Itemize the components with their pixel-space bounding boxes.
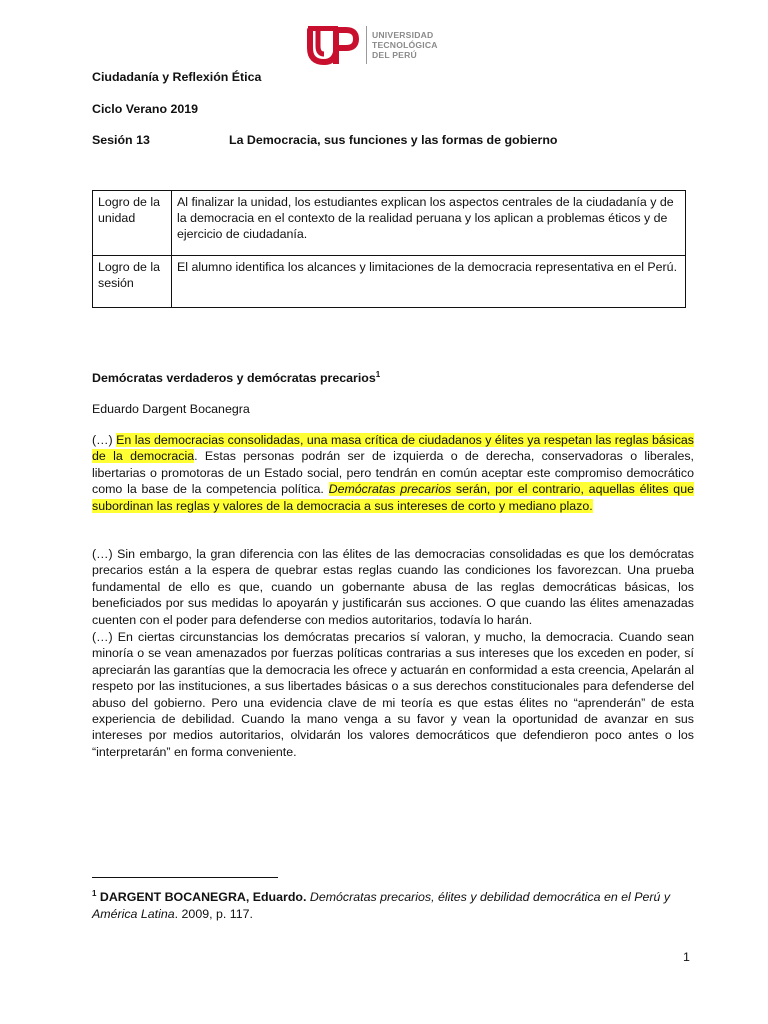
article-title xyxy=(92,370,380,385)
logo-line-1: UNIVERSIDAD xyxy=(372,30,434,40)
footnote xyxy=(92,886,692,922)
footnote-title: Demócratas precarios, élites y debilidad democrática en el Perú y América Latina xyxy=(92,890,671,921)
table-row xyxy=(93,191,686,256)
course-title: Ciudadanía y Reflexión Ética xyxy=(92,70,262,84)
unit-objective-label: Logro de la unidad xyxy=(93,191,172,256)
session-objective-text: El alumno identifica los alcances y limitaciones de la democracia representativa en el Perú. xyxy=(172,256,686,308)
footnote-author: DARGENT BOCANEGRA, Eduardo. xyxy=(99,890,307,905)
paragraph-3: (…) En ciertas circunstancias los demócratas precarios sí valoran, y mucho, la democracia. Cuando sean minoría o se vean amenazados por fuerzas políticas contrarias a sus intereses que los exceden en poder, sí apreciarán las garantías que la democracia les ofrece y actuarán en conformidad a esta creencia, Apelarán al respeto por las instituciones, a sus libertades básicas o a sus derechos constitucionales para defenderse del abuso del gobierno. Pero una evidencia clave de mi teoría es que estas élites no “aprenderán” de esta experiencia de debilidad. Cuando la mano venga a su favor y vean la oportunidad de avanzar en sus intereses por medios autoritarios, olvidarán los valores democráticos que defendieron poco antes o los “interpretarán” en forma conveniente. xyxy=(92,630,694,759)
paragraph-1 xyxy=(92,432,694,514)
logo-divider xyxy=(366,26,367,64)
logo-line-2: TECNOLÓGICA xyxy=(372,40,438,50)
page-number: 1 xyxy=(683,950,690,964)
footnote-details: . 2009, p. 117. xyxy=(174,906,253,921)
logo-wordmark xyxy=(372,30,452,60)
logo-line-3: DEL PERÚ xyxy=(372,50,417,60)
paragraph-1-middle: . Estas personas podrán ser de izquierda o de derecha, conservadoras o liberales, libertarias o promotoras de un Estado social, pero tendrán en común aceptar este compromiso democrático como la base de la competencia política. xyxy=(92,449,695,497)
unit-objective-text: Al finalizar la unidad, los estudiantes explican los aspectos centrales de la ciudadanía y de la democracia en el contexto de la realidad peruana y los aplican a problemas éticos y de ejercicio de ciudadanía. xyxy=(172,191,686,256)
footnote-ref: 1 xyxy=(375,370,381,379)
paragraph-2: (…) Sin embargo, la gran diferencia con las élites de las democracias consolidadas es que los demócratas precarios están a la espera de quebrar estas reglas cuando las condiciones los favorezcan. Una prueba fundamental de ello es que, cuando un gobernante abusa de las reglas democráticas básicas, los beneficiados por sus medidas lo apoyarán y justificarán sus acciones. O que cuando las élites amenazadas cuenten con el poder para defenderse con medios autoritarios, todavía lo harán. xyxy=(92,547,694,627)
footnote-number: 1 xyxy=(92,889,97,898)
precarious-democrats-definition: serán, por el contrario, aquellas élites que subordinan las reglas y valores de la democracia a sus intereses de corto y mediano plazo. xyxy=(92,482,694,513)
precarious-democrats-term: Demócratas precarios xyxy=(328,482,452,497)
utp-logo-mark-icon xyxy=(306,24,360,66)
footnote-separator xyxy=(92,877,278,878)
article-author: Eduardo Dargent Bocanegra xyxy=(92,402,250,416)
objectives-table xyxy=(92,190,686,308)
article-title-text: Demócratas verdaderos y demócratas precarios xyxy=(92,371,376,386)
session-number: Sesión 13 xyxy=(92,133,150,147)
university-logo xyxy=(306,24,446,68)
term-label: Ciclo Verano 2019 xyxy=(92,102,199,116)
highlight-consolidated-democracies: En las democracias consolidadas, una masa crítica de ciudadanos y élites ya respetan las reglas básicas de la democracia xyxy=(92,433,694,464)
session-objective-label: Logro de la sesión xyxy=(93,256,172,308)
paragraph-1-lead: (…) xyxy=(92,433,117,447)
table-row xyxy=(93,256,686,308)
session-title: La Democracia, sus funciones y las formas de gobierno xyxy=(229,133,558,147)
